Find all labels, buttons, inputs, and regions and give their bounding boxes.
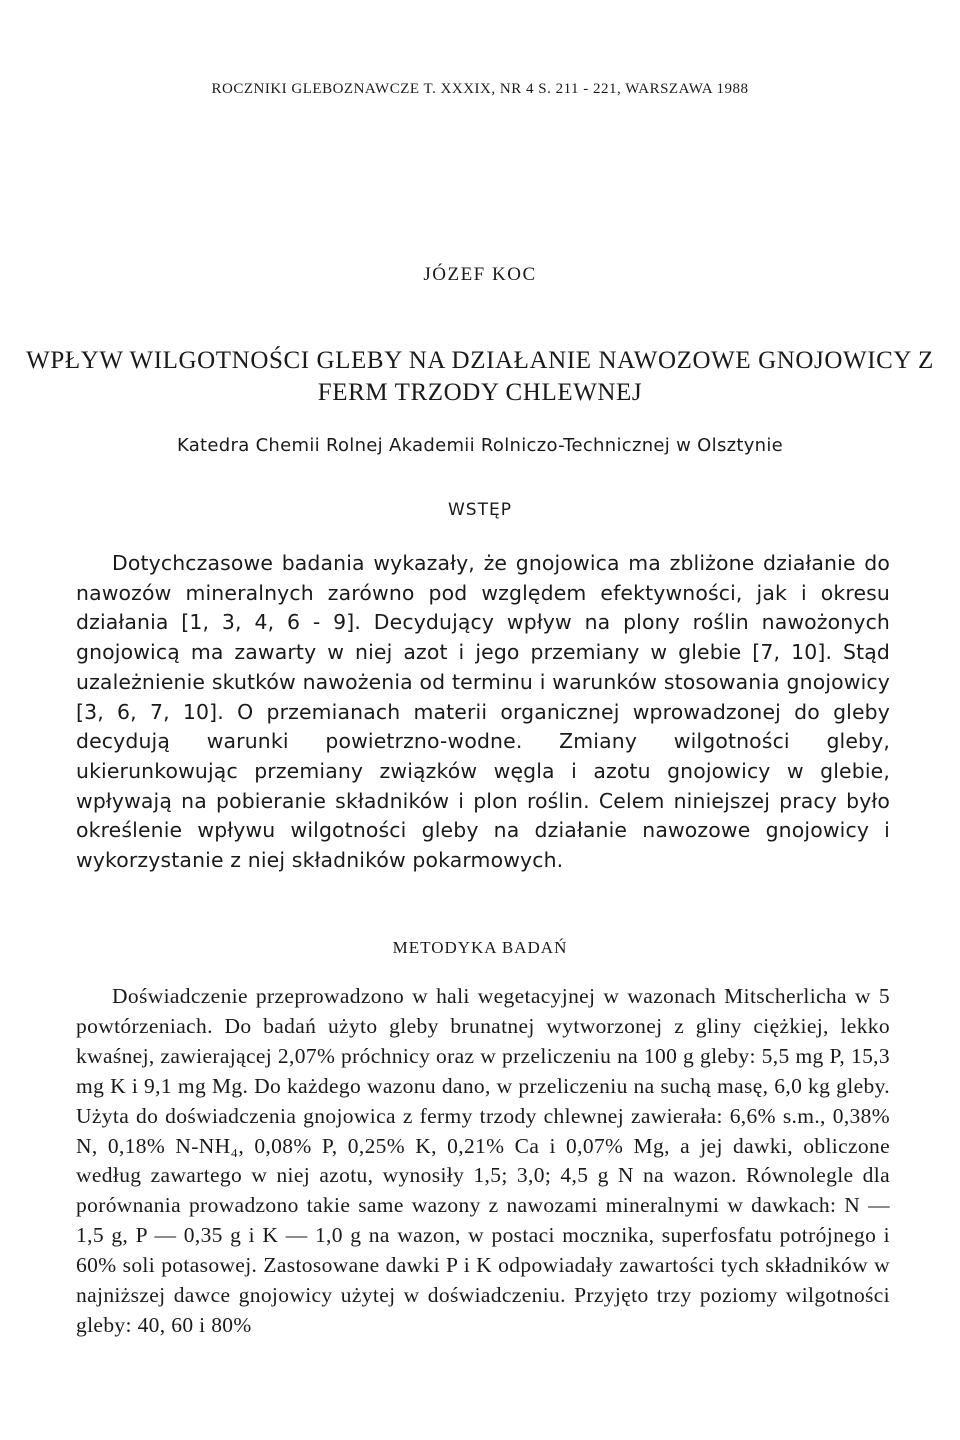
section-heading-introduction: WSTĘP — [448, 500, 512, 520]
author-affiliation: Katedra Chemii Rolnej Akademii Rolniczo-Technicznej w Olsztynie — [176, 435, 784, 456]
running-header: ROCZNIKI GLEBOZNAWCZE T. XXXIX, NR 4 S. 211 - 221, WARSZAWA 1988 — [211, 81, 749, 97]
methods-paragraph: Doświadczenie przeprowadzono w hali wegetacyjnej w wazonach Mitscherlicha w 5 powtórzeniach. Do badań użyto gleby brunatnej wytworzonej z gliny ciężkiej, lekko kwaśnej, zawierającej 2,07% próchnicy oraz w przeliczeniu na 100 g gleby: 5,5 mg P, 15,3 mg K i 9,1 mg Mg. Do każdego wazonu dano, w przeliczeniu na suchą masę, 6,0 kg gleby. Użyta do doświadczenia gnojowica z fermy trzody chlewnej zawierała: 6,6% s.m., 0,38% N, 0,18% N-NH₄, 0,08% P, 0,25% K, 0,21% Ca i 0,07% Mg, a jej dawki, obliczone według zawartego w niej azotu, wynosiły 1,5; 3,0; 4,5 g N na wazon. Równolegle dla porównania prowadzono takie same wazony z nawozami mineralnymi w dawkach: N — 1,5 g, P — 0,35 g i K — 1,0 g na wazon, w postaci mocznika, superfosfatu potrójnego i 60% soli potasowej. Zastosowane dawki P i K odpowiadały zawartości tych składników w najniższej dawce gnojowicy użytej w doświadczeniu. Przyjęto trzy poziomy wilgotności gleby: 40, 60 i 80% — [76, 984, 890, 1337]
introduction-paragraph: Dotychczasowe badania wykazały, że gnojowica ma zbliżone działanie do nawozów mineralnych zarówno pod względem efektywności, jak i okresu działania [1, 3, 4, 6 - 9]. Decydujący wpływ na plony roślin nawożonych gnojowicą ma zawarty w niej azot i jego przemiany w glebie [7, 10]. Stąd uzależnienie skutków nawożenia od terminu i warunków stosowania gnojowicy [3, 6, 7, 10]. O przemianach materii organicznej wprowadzonej do gleby decydują warunki powietrzno-wodne. Zmiany wilgotności gleby, ukierunkowując przemiany związków węgla i azotu gnojowicy w glebie, wpływają na pobieranie składników i plon roślin. Celem niniejszej pracy było określenie wpływu wilgotności gleby na działanie nawozowe gnojowicy i wykorzystanie z niej składników pokarmowych. — [76, 551, 890, 873]
article-author: JÓZEF KOC — [423, 264, 537, 285]
section-heading-methods: METODYKA BADAŃ — [392, 938, 568, 957]
article-title: WPŁYW WILGOTNOŚCI GLEBY NA DZIAŁANIE NAWOZOWE GNOJOWICY Z FERM TRZODY CHLEWNEJ — [26, 347, 934, 406]
